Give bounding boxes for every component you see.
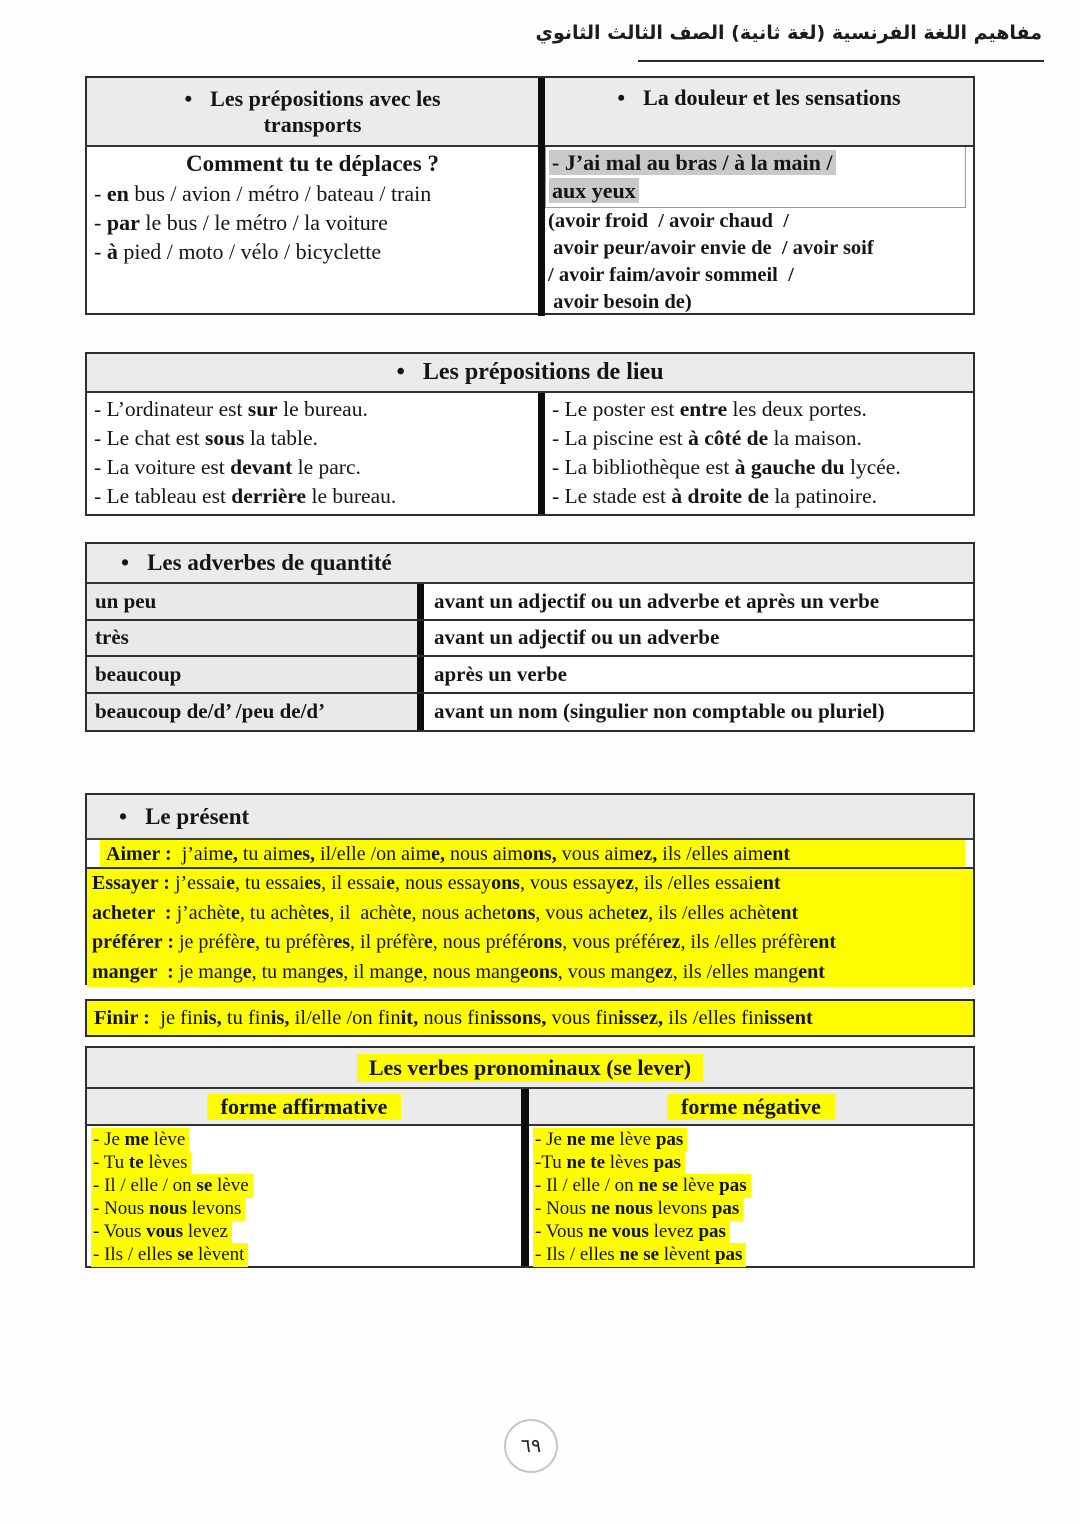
negative-line [533, 1174, 973, 1197]
location-line: - Le poster est entre les deux portes. [552, 397, 867, 421]
negative-line [533, 1128, 973, 1151]
negative-line [533, 1220, 973, 1243]
bullet-icon: • [396, 359, 405, 385]
yellow-highlight: forme affirmative [207, 1094, 402, 1120]
page-number: ٦٩ [520, 1435, 542, 1457]
pain-line [549, 177, 965, 205]
affirmative-line [91, 1197, 521, 1220]
adverb-cell: très [87, 621, 417, 656]
affirmative-line [91, 1174, 521, 1197]
sensation-line: / avoir faim/avoir sommeil / [548, 264, 794, 286]
page-number-badge [504, 1419, 558, 1473]
transport-line: - par le bus / le métro / la voiture [94, 210, 388, 235]
negative-line [533, 1243, 973, 1266]
column-divider [538, 393, 545, 514]
quantity-adverbs-table [85, 542, 975, 732]
usage-cell: avant un nom (singulier non comptable ou pluriel) [424, 694, 973, 731]
quantity-title-text: Les adverbes de quantité [147, 550, 392, 575]
present-tense-section [85, 793, 975, 985]
gray-highlight: aux yeux [549, 178, 639, 203]
quantity-row [87, 657, 973, 694]
location-line: - Le tableau est derrière le bureau. [94, 484, 397, 508]
negative-line [533, 1197, 973, 1220]
affirmative-line [91, 1220, 521, 1243]
finir-conjugation-row: Finir : je finis, tu finis, il/elle /on finit, nous finissons, vous finissez, ils /elles finissent [85, 999, 975, 1037]
quantity-row [87, 584, 973, 621]
transport-title-cell [87, 78, 538, 147]
adverb-cell: beaucoup [87, 657, 417, 692]
adverb-cell: un peu [87, 584, 417, 619]
column-divider [417, 621, 424, 656]
column-divider [521, 1089, 529, 1266]
quantity-table-title [87, 544, 973, 584]
location-line: - Le chat est sous la table. [94, 426, 318, 450]
location-title-text: Les prépositions de lieu [422, 359, 664, 385]
yellow-highlight: - Ils / elles ne se lèvent pas [533, 1243, 746, 1267]
conjugation-row [87, 840, 973, 869]
yellow-highlight: - Je ne me lève pas [533, 1128, 687, 1152]
bullet-icon: • [617, 85, 626, 110]
pain-body [545, 147, 973, 316]
conjugation-row: manger : je mange, tu manges, il mange, nous mangeons, vous mangez, ils /elles mangent [87, 958, 973, 987]
pain-line [549, 149, 965, 177]
gray-highlight: - J’ai mal au bras / à la main / [549, 150, 836, 175]
location-line: - La bibliothèque est à gauche du lycée. [552, 455, 901, 479]
affirmative-line [91, 1151, 521, 1174]
column-divider [417, 584, 424, 619]
bullet-icon: • [119, 803, 128, 829]
negative-line [533, 1151, 973, 1174]
location-right-column [545, 393, 973, 514]
transport-line: - en bus / avion / métro / bateau / train [94, 181, 432, 206]
location-line: - Le stade est à droite de la patinoire. [552, 484, 878, 508]
quantity-row [87, 694, 973, 731]
pronominal-verbs-table [85, 1046, 975, 1268]
sensation-line: (avoir froid / avoir chaud / [548, 210, 789, 232]
present-title-text: Le présent [145, 803, 250, 829]
pain-title-text: La douleur et les sensations [643, 85, 901, 110]
location-line: - L’ordinateur est sur le bureau. [94, 397, 368, 421]
sensation-line: avoir peur/avoir envie de / avoir soif [548, 237, 874, 259]
column-divider [417, 657, 424, 692]
column-divider [538, 78, 545, 316]
yellow-highlight: - Il / elle / on ne se lève pas [533, 1174, 751, 1198]
yellow-highlight: -Tu ne te lèves pas [533, 1151, 685, 1175]
yellow-highlight: - Nous nous levons [91, 1197, 245, 1221]
pain-highlight-box [545, 147, 966, 208]
affirmative-line [91, 1128, 521, 1151]
yellow-highlight: forme négative [667, 1094, 835, 1120]
conjugation-row: acheter : j’achète, tu achètes, il achète, nous achetons, vous achetez, ils /elles achètent [87, 899, 973, 928]
yellow-highlight: - Nous ne nous levons pas [533, 1197, 743, 1221]
yellow-highlight: - Il / elle / on se lève [91, 1174, 253, 1198]
location-line: - La voiture est devant le parc. [94, 455, 361, 479]
adverb-cell: beaucoup de/d’ /peu de/d’ [87, 694, 417, 731]
yellow-highlight: - Je me lève [91, 1128, 189, 1152]
yellow-highlight: - Vous vous levez [91, 1220, 232, 1244]
usage-cell: avant un adjectif ou un adverbe [424, 621, 973, 656]
pronominal-table-title [87, 1048, 973, 1089]
transport-title-text: Les prépositions avec les transports [210, 85, 441, 137]
bullet-icon: • [121, 550, 130, 575]
affirmative-line [91, 1243, 521, 1266]
negative-header-cell [529, 1089, 973, 1126]
location-left-column [87, 393, 538, 514]
quantity-row [87, 621, 973, 658]
transport-title [148, 86, 478, 138]
transport-line: - à pied / moto / vélo / bicyclette [94, 239, 382, 264]
present-section-title [87, 795, 973, 840]
conjugation-row: Essayer : j’essaie, tu essaies, il essaie, nous essayons, vous essayez, ils /elles essaient [87, 869, 973, 898]
yellow-highlight: - Ils / elles se lèvent [91, 1243, 248, 1267]
yellow-highlight: - Tu te lèves [91, 1151, 191, 1175]
affirmative-column [87, 1126, 521, 1266]
conjugation-row: préférer : je préfère, tu préfères, il préfère, nous préférons, vous préférez, ils /elles préfèrent [87, 928, 973, 957]
transport-question: Comment tu te déplaces ? [186, 151, 439, 176]
usage-cell: après un verbe [424, 657, 973, 692]
header-rule [638, 60, 1044, 62]
location-prepositions-table [85, 352, 975, 516]
bullet-icon: • [184, 85, 193, 111]
transport-pain-table [85, 76, 975, 315]
affirmative-header-cell [87, 1089, 521, 1126]
sensation-line: avoir besoin de) [548, 291, 692, 313]
yellow-highlight: - Vous ne vous levez pas [533, 1220, 730, 1244]
usage-cell: avant un adjectif ou un adverbe et après un verbe [424, 584, 973, 619]
pain-title-cell [545, 78, 973, 147]
column-divider [417, 694, 424, 731]
negative-column [529, 1126, 973, 1266]
location-table-title [87, 354, 973, 393]
yellow-highlight: Les verbes pronominaux (se lever) [357, 1054, 703, 1082]
location-line: - La piscine est à côté de la maison. [552, 426, 862, 450]
page-header-arabic: مفاهيم اللغة الفرنسية (لغة ثانية) الصف الثالث الثانوي [535, 22, 1042, 44]
yellow-highlight: Aimer : j’aime, tu aimes, il/elle /on aime, nous aimons, vous aimez, ils /elles aiment [100, 840, 965, 869]
transport-body [87, 147, 538, 316]
